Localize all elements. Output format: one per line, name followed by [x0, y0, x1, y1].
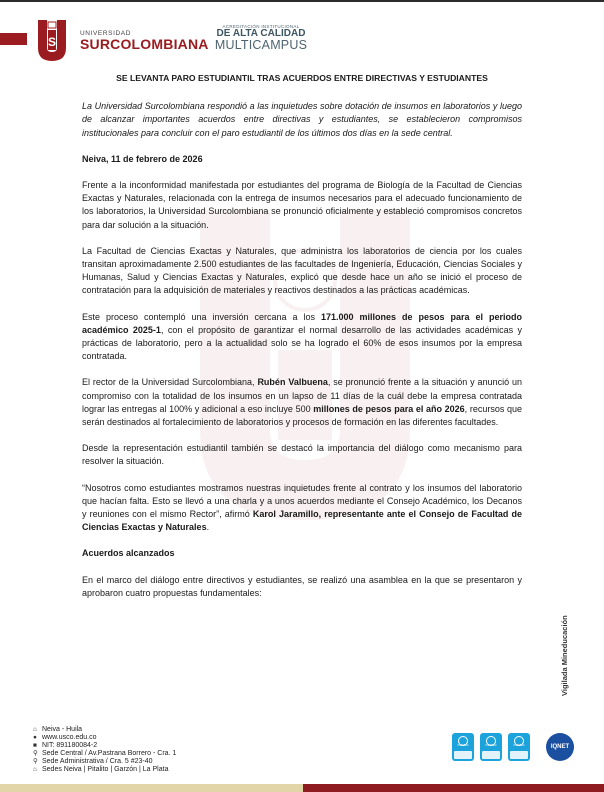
footer-website-link[interactable]: www.usco.edu.co: [42, 734, 97, 741]
footer-item: [33, 750, 176, 758]
paragraph-4-text-a: El rector de la Universidad Surcolombiana,: [82, 377, 258, 388]
icontec-badge: [452, 733, 474, 761]
icontec-label: ICONTEC: [457, 744, 469, 747]
accreditation-line-2: DE ALTA CALIDAD: [216, 28, 306, 39]
footer-item[interactable]: [33, 734, 176, 742]
location-pin-icon: ⚲: [33, 750, 38, 757]
top-border: [0, 0, 604, 2]
paragraph-4-bold-rector: Rubén Valbuena: [257, 377, 328, 388]
paragraph-4-bold-amount: millones de pesos para el año 2026: [313, 403, 465, 414]
paragraph-6-quote: “Nosotros como estudiantes mostramos nuestras inquietudes frente al contrato y los insumos del laboratorio que hacían falta. Esto se llevó a una charla y a unos acuerdos mediante el Consejo Académico, los Decanos y reuniones con el mismo Rector”, afirmó: [82, 482, 522, 520]
header-accent-bar: [0, 33, 27, 45]
svg-text:S: S: [47, 35, 57, 49]
building-icon: ■: [33, 742, 37, 749]
paragraph-6-text-c: .: [206, 522, 210, 533]
footer-band-red: [303, 784, 604, 792]
icontec-label: ICONTEC: [513, 744, 525, 747]
footer-item-text: Sedes Neiva | Pitalito | Garzón | La Plata: [42, 766, 169, 773]
badge-panel: [454, 751, 472, 759]
paragraph-5: Desde la representación estudiantil también se destacó la importancia del diálogo como mecanismo para resolver la situación.: [82, 443, 522, 467]
paragraph-1: Frente a la inconformidad manifestada por estudiantes del programa de Biología de la Facultad de Ciencias Exactas y Naturales, relacionada con la entrega de insumos necesarios para el adecuado funcionamiento de los laboratorios, la Universidad Surcolombiana se pronunció oficialmente y estableció compromisos concretos para dar solución a la situación.: [82, 180, 522, 230]
footer-item: [33, 726, 176, 734]
accreditation-line-3: MULTICAMPUS: [214, 38, 308, 52]
vigilada-mineducacion-label: Vigilada Mineducación: [560, 615, 569, 696]
location-pin-icon: ⚲: [33, 758, 38, 765]
footer-band-beige: [0, 784, 303, 792]
article-title: SE LEVANTA PARO ESTUDIANTIL TRAS ACUERDOS ENTRE DIRECTIVAS Y ESTUDIANTES: [116, 73, 488, 83]
paragraph-4: [82, 376, 522, 429]
paragraph-4-text-e: , recursos que serán destinados al fortalecimiento de laboratorios y procesos de formación en las diferentes facultades.: [82, 403, 522, 428]
paragraph-3-text-a: Este proceso contempló una inversión cercana a los: [82, 311, 322, 322]
paragraph-3-text-c: , con el propósito de garantizar el normal desarrollo de las actividades académicas y prácticas de laboratorio, pero a la actualidad solo se ha logrado el 60% de esos insumos por la empresa contratada.: [82, 324, 522, 362]
icontec-badge: [508, 733, 530, 761]
footer-item: [33, 766, 176, 774]
footer-contact-info: [33, 726, 176, 774]
icontec-badge: [480, 733, 502, 761]
footer-item: [33, 758, 176, 766]
certification-badges: [452, 733, 574, 761]
badge-panel: [482, 751, 500, 759]
globe-icon: ●: [33, 734, 37, 741]
paragraph-2: La Facultad de Ciencias Exactas y Naturales, que administra los laboratorios de ciencia por los cuales transitan aproximadamente 2.500 estudiantes de las facultades de Ingeniería, Educación, Ciencias Sociales y Humanas, Salud y Ciencias Exactas y Naturales, explicó que desde hace un año se inició el proceso de contratación para la adquisición de materiales y reactivos destinados a las prácticas académicas.: [82, 245, 522, 296]
paragraph-6: [82, 482, 522, 535]
footer-item-text: Neiva - Huila: [42, 726, 83, 733]
accreditation-resolution: [213, 52, 309, 56]
home-icon: ⌂: [33, 726, 37, 733]
accreditation-logo: [213, 24, 309, 56]
home-icon: ⌂: [33, 766, 37, 773]
footer-item: [33, 742, 176, 750]
iqnet-badge: IQNET: [546, 733, 574, 761]
university-big-label: SURCOLOMBIANA: [80, 36, 209, 52]
article-lead: La Universidad Surcolombiana respondió a las inquietudes sobre dotación de insumos en laboratorios y luego de alcanzar importantes acuerdos entre directivas y estudiantes, se establecieron compromisos institucionales para concluir con el paro estudiantil de los últimos dos días en la sede central.: [82, 101, 522, 138]
badge-panel: [510, 751, 528, 759]
article-dateline: Neiva, 11 de febrero de 2026: [82, 153, 203, 164]
paragraph-3: [82, 311, 522, 364]
paragraph-6-bold-speaker: Karol Jaramillo, representante ante el Consejo de Facultad de Ciencias Exactas y Naturales: [82, 509, 522, 533]
footer-item-text: Sede Administrativa / Cra. 5 #23-40: [42, 758, 153, 765]
press-release-body: [82, 72, 522, 613]
icontec-label: ICONTEC: [485, 744, 497, 747]
section-heading-agreements: Acuerdos alcanzados: [82, 548, 175, 559]
footer-item-text: Sede Central / Av.Pastrana Borrero - Cra. 1: [42, 750, 177, 757]
university-wordmark: [80, 30, 209, 52]
accreditation-line-1: ACREDITACIÓN INSTITUCIONAL: [222, 24, 300, 29]
footer-item-text: NIT: 891180084-2: [42, 742, 98, 749]
paragraph-4-text-c: , se pronunció frente a la situación y anunció un compromiso con la totalidad de los insumos en un lapso de 11 días de la cuál debe la empresa contratada lograr las entregas al 100% y adicional a eso incluye 500: [82, 377, 522, 414]
university-small-label: UNIVERSIDAD: [80, 30, 132, 37]
paragraph-3-bold-investment: 171.000 millones de pesos para el periodo académico 2025-1: [82, 311, 523, 335]
university-shield-logo: [37, 18, 67, 62]
paragraph-7: En el marco del diálogo entre directivos y estudiantes, se realizó una asamblea en la que se presentaron y aprobaron cuatro propuestas fundamentales:: [82, 574, 522, 598]
